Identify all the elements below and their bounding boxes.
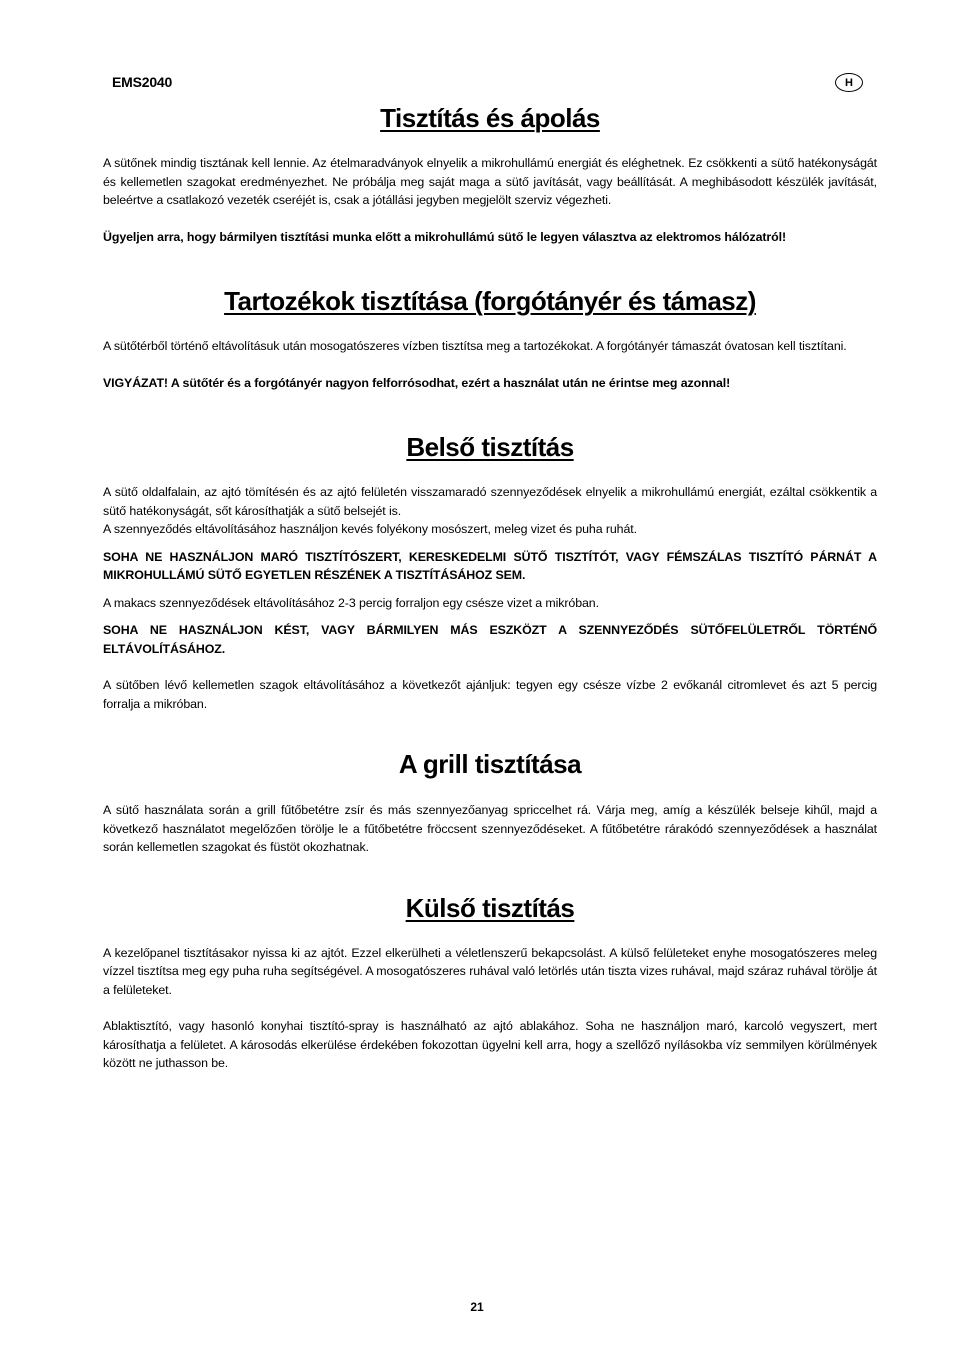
section-title-exterior-cleaning: Külső tisztítás (405, 892, 575, 923)
paragraph-interior-warning-1: SOHA NE HASZNÁLJON MARÓ TISZTÍTÓSZERT, KERESKEDELMI SÜTŐ TISZTÍTÓT, VAGY FÉMSZÁLAS TISZTÍTÓ PÁRNÁT A MIKROHULLÁMÚ SÜTŐ EGYETLEN RÉSZÉNEK A TISZTÍTÁSÁHOZ SEM. (103, 549, 877, 582)
page-content (103, 101, 877, 1073)
paragraph-exterior-2: Ablaktisztító, vagy hasonló konyhai tisztító-spray is használható az ajtó ablakához. Soha ne használjon maró, karcoló vegyszert, mert károsíthatja a felületet. A károsodás elkerülése érdekében fokozottan ügyelni kell arra, hogy a szellőző nyílásokba víz semmilyen körülmények között ne juthasson be. (103, 1019, 877, 1070)
paragraph-grill: A sütő használata során a grill fűtőbetétre zsír és más szennyezőanyag spriccelhet rá. Várja meg, amíg a készülék belseje kihűl, majd a következő használatot megelőzően törölje le a fűtőbetétre fröccsent szennyeződéseket. A fűtőbetétre rárakódó szennyeződések a használat során kellemetlen szagokat és füstöt okozhatnak. (103, 803, 877, 854)
paragraph-interior-1: A sütő oldalfalain, az ajtó tömítésén és az ajtó felületén visszamaradó szennyeződések elnyelik a mikrohullámú energiát, ezáltal csökkentik a sütő hatékonyságát, sőt károsíthatják a sütő belsejét is. (103, 485, 877, 518)
language-badge: H (835, 73, 863, 92)
paragraph-intro: A sütőnek mindig tisztának kell lennie. Az ételmaradványok elnyelik a mikrohullámú energiát és eléghetnek. Ez csökkenti a sütő hatékonyságát és kellemetlen szagokat eredményezhet. Ne próbálja meg saját maga a sütő javítását, vagy beállítását. A meghibásodott készülék javítását, beleértve a csatlakozó vezeték cseréjét is, csak a jótállási jegyben megjelölt szerviz végezheti. (103, 156, 877, 207)
paragraph-interior-2: A szennyeződés eltávolításához használjon kevés folyékony mosószert, meleg vizet és puha ruhát. (103, 522, 637, 536)
paragraph-interior-4: A sütőben lévő kellemetlen szagok eltávolításához a következőt ajánljuk: tegyen egy csésze vízbe 2 evőkanál citromlevet és azt 5 percig forralja a mikróban. (103, 678, 877, 711)
section-title-cleaning-and-care: Tisztítás és ápolás (380, 103, 600, 133)
paragraph-exterior-1: A kezelőpanel tisztításakor nyissa ki az ajtót. Ezzel elkerülheti a véletlenszerű bekapcsolást. A külső felületeket enyhe mosogatószeres meleg vízzel tisztítsa meg egy puha ruha segítségével. A mosogatószeres ruhával való letörlés után tiszta vizes ruhával, majd száraz ruhával törölje át a felületeket. (103, 945, 877, 997)
paragraph-disconnect-warning: Ügyeljen arra, hogy bármilyen tisztítási munka előtt a mikrohullámú sütő le legyen választva az elektromos hálózatról! (103, 229, 786, 244)
paragraph-interior-warning-2: SOHA NE HASZNÁLJON KÉST, VAGY BÁRMILYEN MÁS ESZKÖZT A SZENNYEZŐDÉS SÜTŐFELÜLETRŐL TÖRTÉNŐ ELTÁVOLÍTÁSÁHOZ. (103, 623, 877, 656)
paragraph-hot-warning: VIGYÁZAT! A sütőtér és a forgótányér nagyon felforrósodhat, ezért a használat után ne érintse meg azonnal! (103, 375, 731, 390)
section-title-grill-cleaning: A grill tisztítása (398, 749, 582, 779)
paragraph-accessories: A sütőtérből történő eltávolításuk után mosogatószeres vízben tisztítsa meg a tartozékokat. A forgótányér támaszát óvatosan kell tisztítani. (103, 339, 847, 353)
model-number: EMS2040 (112, 74, 173, 90)
section-title-interior-cleaning: Belső tisztítás (406, 432, 574, 462)
paragraph-interior-3: A makacs szennyeződések eltávolításához 2-3 percig forraljon egy csésze vizet a mikróban. (103, 595, 599, 610)
page-number: 21 (470, 1300, 484, 1314)
section-title-accessories-cleaning: Tartozékok tisztítása (forgótányér és támasz) (224, 286, 756, 316)
